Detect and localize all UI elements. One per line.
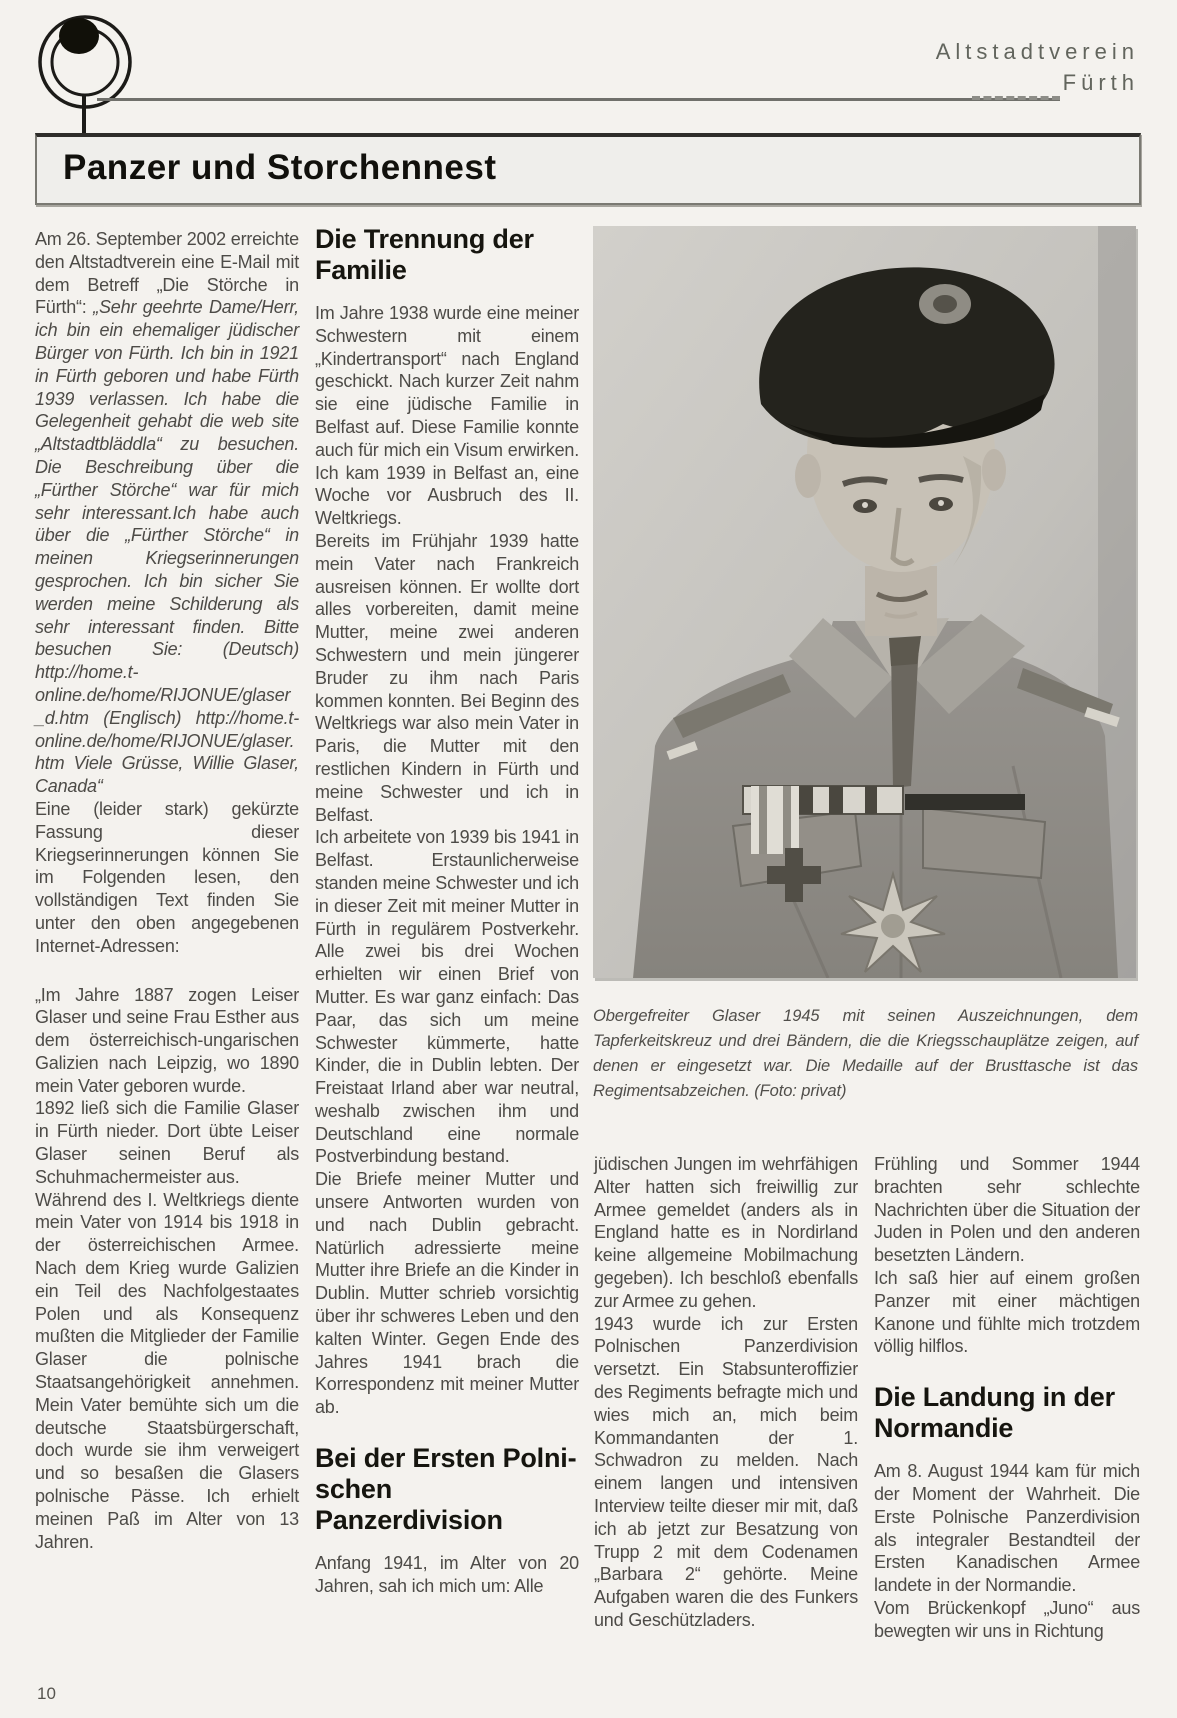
paragraph: Während des I. Weltkriegs diente mein Vater von 1914 bis 1918 in der österreichischen Armee. Nach dem Krieg wurde Galizien ein Teil des Nachfolgestaates Polen und als Konsequenz mußten die Mitglieder der Familie Glaser die polnische Staatsangehörigkeit annehmen. Mein Vater bemühte sich um die deutsche Staatsbürgerschaft, doch wurde sie ihm verweigert und so besaßen die Glasers polnische Pässe. Ich erhielt meinen Paß im Alter von 13 Jahren. xyxy=(35,1189,299,1552)
paragraph: Ich saß hier auf einem großen Panzer mit einer mächtigen Kanone und fühlte mich trotzdem völlig hilflos. xyxy=(874,1267,1140,1357)
paragraph: Im Jahre 1938 wurde eine meiner Schwestern mit einem „Kindertransport“ nach England geschickt. Nach kurzer Zeit nahm sie eine jüdische Familie in Belfast auf. Diese Familie konnte auch für mich ein Visum erwirken. Ich kam 1939 in Belfast an, eine Woche vor Ausbruch des II. Weltkriegs. xyxy=(315,303,579,529)
email-quote: „Sehr geehrte Dame/Herr, ich bin ein ehemaliger jüdischer Bürger von Fürth. Ich bin in 1921 in Fürth geboren und habe Fürth 1939 verlassen. Ich habe die Gelegenheit gehabt die web site „Altstadtbläddla“ zu besuchen. Die Beschreibung über die „Fürther Störche“ war für mich sehr interessant.Ich habe auch über die „Fürther Störche“ in meinen Kriegserinnerungen gesprochen. Ich bin sicher Sie werden meine Schilderung als sehr interessant finden. Bitte besuchen Sie: (Deutsch) http://home.t-online.de/home/RIJONUE/glaser_d.htm (Englisch) http://home.t-online.de/home/RIJONUE/glaser.htm Viele Grüsse, Willie Glaser, Canada“ xyxy=(35,297,299,797)
paragraph: Bereits im Frühjahr 1939 hatte mein Vater nach Frankreich ausreisen können. Er wollte dort alles vorbereiten, damit meine Mutter, meine zwei anderen Schwestern und mein jüngerer Bruder zu ihm nach Paris kommen konnten. Bei Beginn des Weltkriegs war also mein Vater in Paris, die Mutter mit den restlichen Kindern in Fürth und meine Schwester und ich in Belfast. xyxy=(315,530,579,825)
paragraph: Die Briefe meiner Mutter und unsere Antworten wurden von und nach Dublin gebracht. Natürlich adressierte meine Mutter ihre Briefe an die Kinder in Dublin. Mutter schrieb vorsichtig über ihr schweres Leben und den kalten Winter. Gegen Ende des Jahres 1941 brach die Korrespondenz mit meiner Mutter ab. xyxy=(315,1169,579,1418)
paragraph: „Im Jahre 1887 zogen Leiser Glaser und seine Frau Esther aus dem österreichisch-ungarischen Galizien nach Leipzig, wo 1890 mein Vater geboren wurde. xyxy=(35,984,299,1096)
paragraph: Ich arbeitete von 1939 bis 1941 in Belfast. Erstaunlicherweise standen meine Schwester und ich in dieser Zeit mit meiner Mutter in Fürth in regulärem Postverkehr. Alle zwei bis drei Wochen erhielten wir einen Brief von Mutter. Es war ganz einfach: Das Paar, das sich um meine Schwester kümmerte, hatte Kinder, die in Dublin lebten. Der Freistaat Irland aber war neutral, weshalb zwischen ihm und Deutschland eine normale Postverbindung bestand. xyxy=(315,827,579,1167)
article-title: Panzer und Storchennest xyxy=(63,148,497,187)
section-heading-panzerdivision: Bei der Ersten Polnischen Panzerdivision xyxy=(315,1443,577,1536)
column-2 xyxy=(315,224,579,1598)
column-1 xyxy=(35,228,299,1553)
photo-caption: Obergefreiter Glaser 1945 mit seinen Auszeichnungen, dem Tapferkeitskreuz und drei Bändern, die die Kriegsschauplätze zeigen, auf denen er eingesetzt war. Die Medaille auf der Brusttasche ist das Regimentsabzeichen. (Foto: privat) xyxy=(593,1007,1138,1100)
paragraph: Anfang 1941, im Alter von 20 Jahren, sah ich mich um: Alle xyxy=(315,1553,579,1596)
paragraph: Frühling und Sommer 1944 brachten sehr schlechte Nachrichten über die Situation der Juden in Polen und den anderen besetzten Ländern. xyxy=(874,1154,1140,1266)
org-line2: Fürth xyxy=(1062,70,1139,95)
article-title-box xyxy=(35,133,1141,205)
paragraph: 1943 wurde ich zur Ersten Polnischen Panzerdivision versetzt. Ein Stabsunteroffizier des Regiments befragte mich und wies mich an, mich beim Kommandanten der 1. Schwadron zu melden. Nach einem langen und intensiven Interview teilte dieser mir mit, daß ich ab jetzt zur Besatzung von Trupp 2 mit dem Codenamen „Barbara 2“ gehörte. Meine Aufgaben waren die des Funkers und Geschützladers. xyxy=(594,1313,858,1630)
paragraph xyxy=(35,228,299,798)
soldier-portrait-photo xyxy=(593,226,1136,978)
paragraph: Vom Brückenkopf „Juno“ aus bewegten wir uns in Richtung xyxy=(874,1597,1140,1641)
header-rule-dashes xyxy=(972,96,1060,100)
email-intro: Am 26. September 2002 erreichte den Altstadtverein eine E-Mail mit dem Betreff „Die Störche in Fürth“: xyxy=(35,229,299,318)
org-line1: Altstadtverein xyxy=(935,39,1139,64)
header-rule xyxy=(97,98,1060,101)
masthead-org xyxy=(936,36,1139,98)
paragraph: jüdischen Jungen im wehrfähigen Alter hatten sich freiwillig zur Armee gemeldet (anders als in England hatte es in Nordirland keine allgemeine Mobilmachung gegeben). Ich beschloß ebenfalls zur Armee zu gehen. xyxy=(594,1154,858,1311)
paragraph: Am 8. August 1944 kam für mich der Moment der Wahrheit. Die Erste Polnische Panzerdivision als integraler Bestandteil der Ersten Kanadischen Armee landete in der Normandie. xyxy=(874,1461,1140,1596)
paragraph: Eine (leider stark) gekürzte Fassung dieser Kriegserinnerungen können Sie im Folgenden lesen, den vollständigen Text finden Sie unter den oben angegebenen Internet-Adressen: xyxy=(35,798,299,956)
section-heading-trennung: Die Trennung der Familie xyxy=(315,224,534,285)
photo-figure xyxy=(593,226,1138,1104)
section-heading-normandie: Die Landung in der Normandie xyxy=(874,1382,1115,1444)
altstadtverein-logo-icon xyxy=(28,6,146,136)
column-3 xyxy=(594,1153,858,1632)
paragraph: 1892 ließ sich die Familie Glaser in Fürth nieder. Dort übte Leiser Glaser seinen Beruf als Schuhmachermeister aus. xyxy=(35,1098,299,1187)
column-4 xyxy=(874,1153,1140,1643)
page-number: 10 xyxy=(37,1684,56,1703)
